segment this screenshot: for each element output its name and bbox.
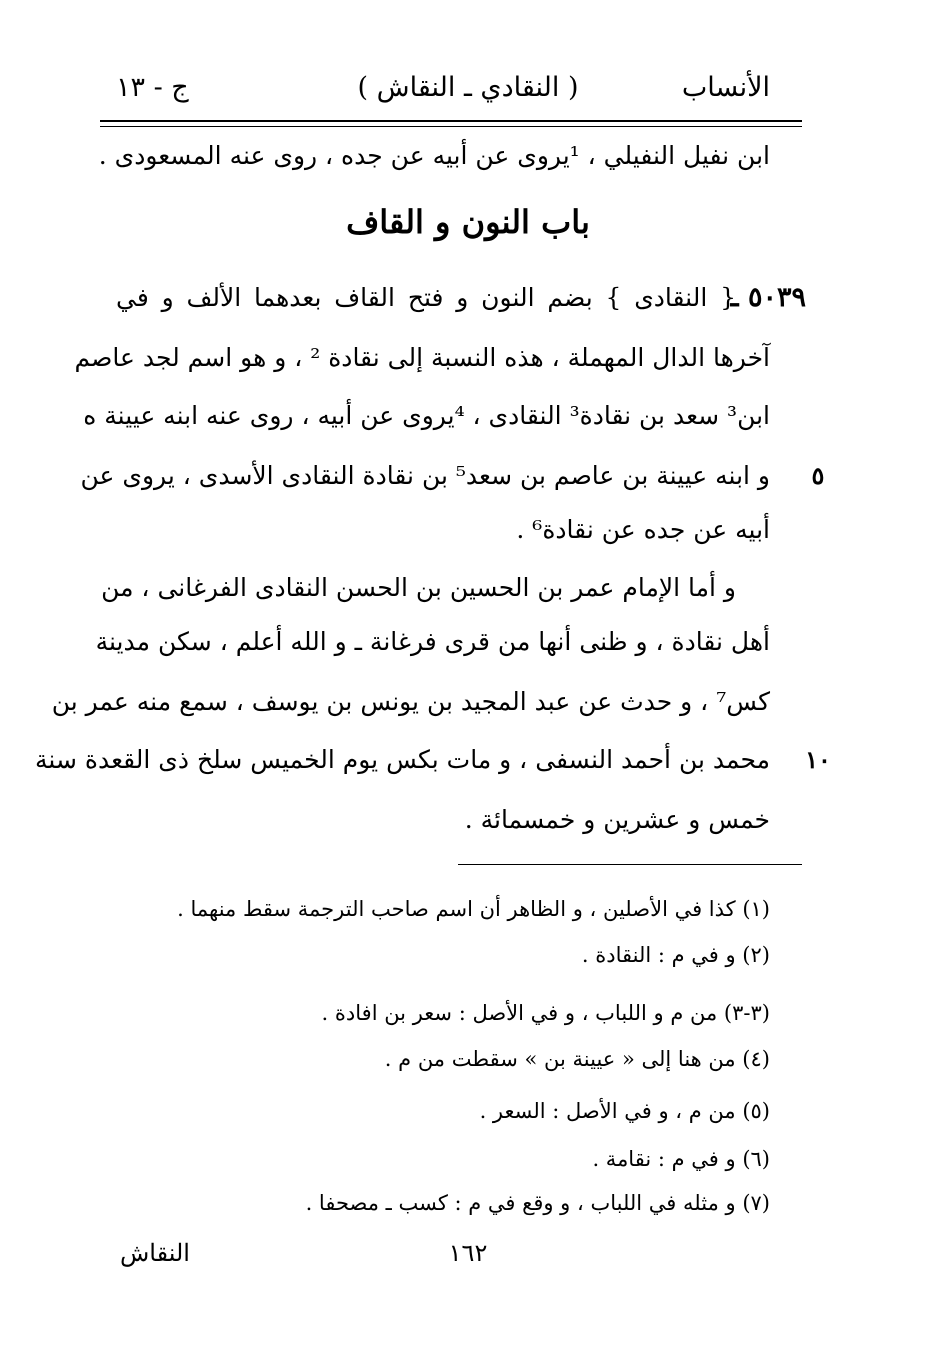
margin-line-number: ١٠ bbox=[805, 745, 831, 774]
entry-line: أهل نقادة ، و ظنى أنها من قرى فرغانة ـ و الله أعلم ، سكن مدينة bbox=[95, 627, 770, 656]
footnote: (٣-٣) من م و اللباب ، و في الأصل : سعر بن افادة . bbox=[321, 1001, 770, 1025]
entry-line: كس⁷ ، و حدث عن عبد المجيد بن يونس بن يوسف ، سمع منه عمر بن bbox=[51, 687, 770, 716]
entry-line: أبيه عن جده عن نقادة⁶ . bbox=[516, 515, 770, 544]
footnote: (١) كذا في الأصلين ، و الظاهر أن اسم صاحب الترجمة سقط منهما . bbox=[177, 897, 770, 921]
intro-line: ابن نفيل النفيلي ، ¹يروى عن أبيه عن جده ، روى عنه المسعودى . bbox=[98, 141, 770, 170]
entry-line: آخرها الدال المهملة ، هذه النسبة إلى نقادة ² ، و هو اسم لجد عاصم bbox=[74, 343, 770, 372]
running-header-entry-range: ( النقادي ـ النقاش ) bbox=[357, 72, 579, 103]
running-header-volume: ج - ١٣ bbox=[116, 72, 189, 103]
margin-line-number: ٥ bbox=[811, 461, 825, 490]
entry-line: ابن³ سعد بن نقادة³ النقادى ، ⁴يروى عن أبيه ، روى عنه ابنه عيينة ه bbox=[83, 401, 770, 430]
entry-line: محمد بن أحمد النسفى ، و مات بكس يوم الخميس سلخ ذى القعدة سنة bbox=[35, 745, 770, 774]
footnote-separator bbox=[458, 864, 802, 865]
running-header-book-title: الأنساب bbox=[681, 72, 770, 103]
header-rule-thick bbox=[100, 120, 802, 122]
footnote: (٢) و في م : النقادة . bbox=[581, 943, 770, 967]
entry-line: و أما الإمام عمر بن الحسين بن الحسن النقادى الفرغانى ، من bbox=[101, 573, 736, 602]
footnote: (٥) من م ، و في الأصل : السعر . bbox=[479, 1099, 770, 1123]
section-title: باب النون و القاف bbox=[346, 203, 590, 241]
entry-line: و ابنه عيينة بن عاصم بن سعد⁵ بن نقادة النقادى الأسدى ، يروى عن bbox=[80, 461, 770, 490]
page-number: ١٦٢ bbox=[448, 1239, 488, 1267]
entry-number: ٥٠٣٩ ـ bbox=[730, 282, 806, 313]
entry-line: خمس و عشرين و خمسمائة . bbox=[464, 805, 770, 834]
footnote: (٦) و في م : نقامة . bbox=[592, 1147, 770, 1171]
footer-catchword: النقاش bbox=[120, 1239, 190, 1267]
entry-line: { النقادى } بضم النون و فتح القاف بعدهما الألف و في bbox=[116, 283, 736, 312]
footnote: (٤) من هنا إلى « عيينة بن » سقطت من م . bbox=[384, 1047, 770, 1071]
header-rule-thin bbox=[100, 126, 802, 127]
footnote: (٧) و مثله في اللباب ، و وقع في م : كسب ـ مصحفا . bbox=[305, 1191, 770, 1215]
